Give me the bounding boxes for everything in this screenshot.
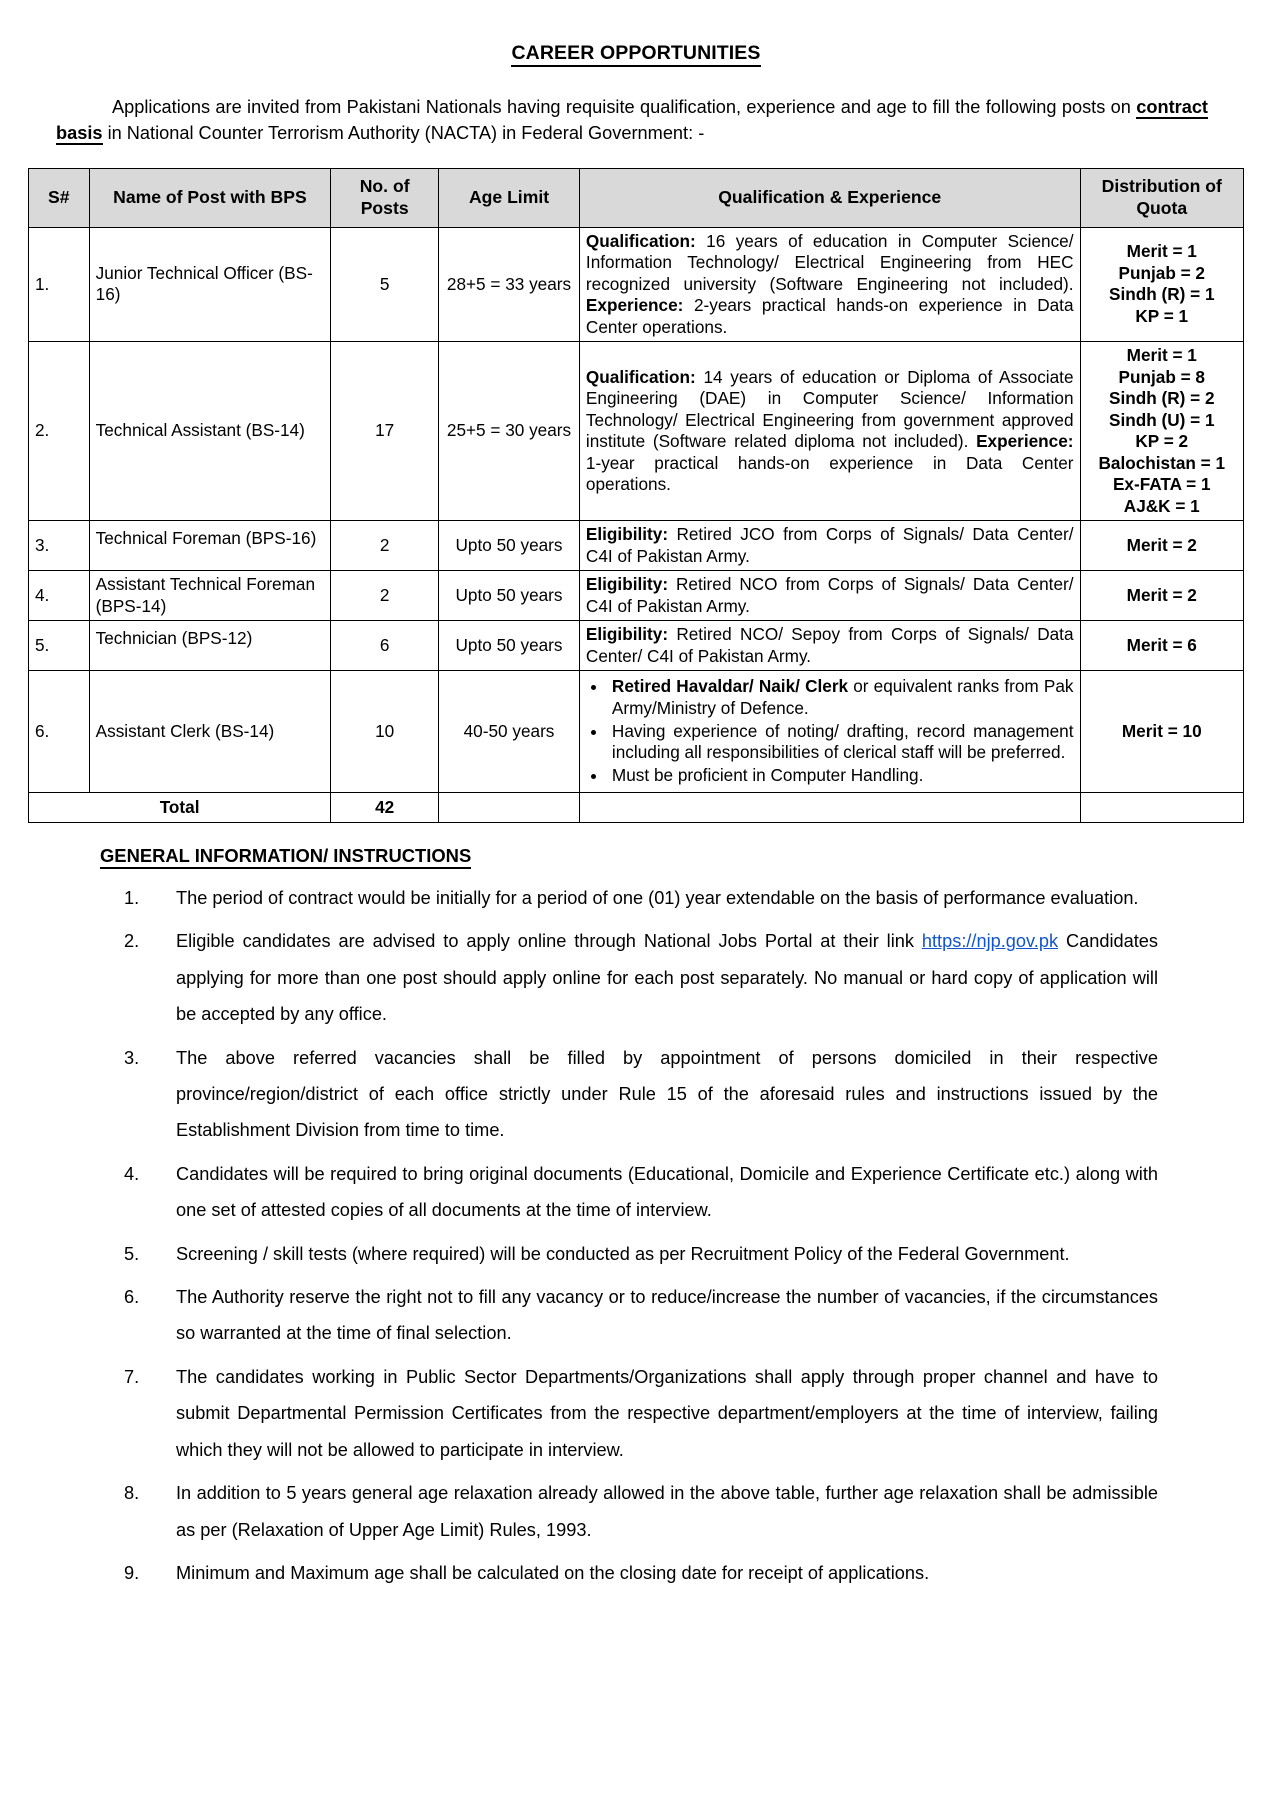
item-text-after: Candidates applying for more than one post should apply online for each post separately. No manual or hard copy of application will be accepted by any office. xyxy=(176,931,1158,1025)
cell-qualification xyxy=(579,227,1080,342)
cell-age: Upto 50 years xyxy=(439,521,580,571)
total-age-empty xyxy=(439,792,580,823)
cell-quota: Merit = 2 xyxy=(1080,571,1243,621)
item-text: Minimum and Maximum age shall be calculated on the closing date for receipt of applications. xyxy=(176,1562,930,1583)
item-text: The above referred vacancies shall be filled by appointment of persons domiciled in their respective province/region/district of each office strictly under Rule 15 of the aforesaid rules and instructions issued by the Establishment Division from time to time. xyxy=(176,1047,1158,1141)
item-number: 4. xyxy=(124,1163,140,1184)
intro-text-before: Applications are invited from Pakistani Nationals having requisite qualification, experience and age to fill the following posts on xyxy=(112,97,1137,117)
cell-name: Assistant Technical Foreman (BPS-14) xyxy=(89,571,331,621)
column-header-posts: No. of Posts xyxy=(331,168,439,227)
qual-label-qualification: Qualification: xyxy=(585,366,696,387)
qual-label-eligibility: Eligibility: xyxy=(585,624,669,645)
cell-qualification xyxy=(579,342,1080,521)
total-posts: 42 xyxy=(331,792,439,823)
item-number: 9. xyxy=(124,1562,140,1583)
cell-name: Assistant Clerk (BS-14) xyxy=(89,671,331,792)
cell-sn: 4. xyxy=(29,571,90,621)
qual-label-experience: Experience: xyxy=(976,431,1074,452)
cell-quota: Merit = 10 xyxy=(1080,671,1243,792)
total-quota-empty xyxy=(1080,792,1243,823)
cell-name: Junior Technical Officer (BS-16) xyxy=(89,227,331,342)
table-header-row xyxy=(29,168,1244,227)
item-text: The Authority reserve the right not to fill any vacancy or to reduce/increase the number of vacancies, if the circumstances so warranted at the time of final selection. xyxy=(176,1287,1158,1344)
qual-text-qualification: 14 years of education or Diploma of Associate Engineering (DAE) in Computer Science/ Information Technology/ Electrical Engineering from government approved institute (Software related diploma not included). xyxy=(585,366,1074,452)
posts-table-head xyxy=(29,168,1244,227)
page-title xyxy=(28,42,1244,65)
cell-posts: 6 xyxy=(331,621,439,671)
column-header-age: Age Limit xyxy=(439,168,580,227)
intro-text-after: in National Counter Terrorism Authority (NACTA) in Federal Government: - xyxy=(102,122,705,143)
cell-sn: 2. xyxy=(29,342,90,521)
qual-label-qualification: Qualification: xyxy=(585,230,696,251)
cell-name: Technical Assistant (BS-14) xyxy=(89,342,331,521)
intro-contract-basis: contract basis xyxy=(56,97,1208,143)
intro-paragraph xyxy=(56,95,1208,147)
cell-age: 40-50 years xyxy=(439,671,580,792)
list-item xyxy=(124,1040,1158,1149)
table-row xyxy=(29,671,1244,792)
list-item xyxy=(608,676,1074,719)
cell-qualification xyxy=(579,671,1080,792)
cell-age: Upto 50 years xyxy=(439,571,580,621)
cell-sn: 3. xyxy=(29,521,90,571)
table-row xyxy=(29,571,1244,621)
item-text: In addition to 5 years general age relaxation already allowed in the above table, further age relaxation shall be admissible as per (Relaxation of Upper Age Limit) Rules, 1993. xyxy=(176,1483,1158,1540)
cell-sn: 6. xyxy=(29,671,90,792)
cell-quota: Merit = 1 Punjab = 2 Sindh (R) = 1 KP = 1 xyxy=(1080,227,1243,342)
cell-sn: 1. xyxy=(29,227,90,342)
list-item: • Having experience of noting/ drafting, record management including all responsibilities of clerical staff will be preferred. xyxy=(608,721,1074,764)
cell-quota: Merit = 1 Punjab = 8 Sindh (R) = 2 Sindh (U) = 1 KP = 2 Balochistan = 1 Ex-FATA = 1 AJ&K = 1 xyxy=(1080,342,1243,521)
cell-age: 25+5 = 30 years xyxy=(439,342,580,521)
cell-posts: 5 xyxy=(331,227,439,342)
table-row xyxy=(29,621,1244,671)
qual-text-qualification: 16 years of education in Computer Science/ Information Technology/ Electrical Engineering from HEC recognized university (Software Engineering not included). xyxy=(585,230,1074,294)
qual-text-eligibility: Retired NCO/ Sepoy from Corps of Signals/ Data Center/ C4I of Pakistan Army. xyxy=(585,624,1074,666)
column-header-quota: Distribution of Quota xyxy=(1080,168,1243,227)
column-header-sn: S# xyxy=(29,168,90,227)
njp-portal-link[interactable]: https://njp.gov.pk xyxy=(921,931,1059,952)
column-header-name: Name of Post with BPS xyxy=(89,168,331,227)
qual-label-eligibility: Eligibility: xyxy=(585,574,669,595)
list-item xyxy=(124,1156,1158,1229)
list-item xyxy=(124,880,1158,916)
qual-label-experience: Experience: xyxy=(585,295,684,316)
item-number: 5. xyxy=(124,1243,140,1264)
cell-name: Technical Foreman (BPS-16) xyxy=(89,521,331,571)
qual-label-eligibility: Eligibility: xyxy=(585,524,669,545)
item-text: The period of contract would be initially for a period of one (01) year extendable on the basis of performance evaluation. xyxy=(176,888,1139,909)
qualification-bullet-list xyxy=(586,676,1074,786)
item-number: 1. xyxy=(124,888,140,909)
item-number: 6. xyxy=(124,1287,140,1308)
general-information-heading xyxy=(100,845,1244,867)
cell-posts: 2 xyxy=(331,571,439,621)
list-item xyxy=(124,1236,1158,1272)
cell-qualification xyxy=(579,621,1080,671)
item-number: 3. xyxy=(124,1047,140,1068)
table-total-row xyxy=(29,792,1244,823)
item-number: 7. xyxy=(124,1366,140,1387)
table-row xyxy=(29,342,1244,521)
total-qualification-empty xyxy=(579,792,1080,823)
bullet-rest-text: or equivalent ranks from Pak Army/Ministry of Defence. xyxy=(611,676,1074,718)
cell-qualification xyxy=(579,521,1080,571)
qual-text-experience: 2-years practical hands-on experience in Data Center operations. xyxy=(585,295,1074,337)
cell-qualification xyxy=(579,571,1080,621)
qual-text-eligibility: Retired NCO from Corps of Signals/ Data Center/ C4I of Pakistan Army. xyxy=(585,574,1074,616)
cell-quota: Merit = 2 xyxy=(1080,521,1243,571)
instructions-list xyxy=(124,880,1158,1591)
cell-posts: 2 xyxy=(331,521,439,571)
item-text: The candidates working in Public Sector Departments/Organizations shall apply through proper channel and have to submit Departmental Permission Certificates from the respective department/employers at the time of interview, failing which they will not be allowed to participate in interview. xyxy=(176,1366,1158,1460)
general-information-heading-text: GENERAL INFORMATION/ INSTRUCTIONS xyxy=(100,845,471,869)
cell-age: 28+5 = 33 years xyxy=(439,227,580,342)
qual-text-eligibility: Retired JCO from Corps of Signals/ Data Center/ C4I of Pakistan Army. xyxy=(585,524,1074,566)
qual-text-experience: 1-year practical hands-on experience in Data Center operations. xyxy=(585,452,1074,495)
cell-sn: 5. xyxy=(29,621,90,671)
cell-name: Technician (BPS-12) xyxy=(89,621,331,671)
list-item xyxy=(124,1359,1158,1468)
page-title-text: CAREER OPPORTUNITIES xyxy=(511,42,760,67)
column-header-qualification: Qualification & Experience xyxy=(579,168,1080,227)
bullet-bold-text: Retired Havaldar/ Naik/ Clerk xyxy=(611,676,849,697)
posts-table-body xyxy=(29,227,1244,822)
item-number: 8. xyxy=(124,1483,140,1504)
item-text: Screening / skill tests (where required) will be conducted as per Recruitment Policy of the Federal Government. xyxy=(176,1243,1070,1264)
item-number: 2. xyxy=(124,931,140,952)
cell-age: Upto 50 years xyxy=(439,621,580,671)
list-item xyxy=(124,923,1158,1032)
table-row xyxy=(29,521,1244,571)
cell-posts: 17 xyxy=(331,342,439,521)
list-item: • Must be proficient in Computer Handling. xyxy=(608,765,1074,787)
list-item xyxy=(124,1555,1158,1591)
posts-table xyxy=(28,168,1244,823)
total-label: Total xyxy=(29,792,331,823)
cell-quota: Merit = 6 xyxy=(1080,621,1243,671)
list-item xyxy=(124,1279,1158,1352)
item-text: Candidates will be required to bring original documents (Educational, Domicile and Experience Certificate etc.) along with one set of attested copies of all documents at the time of interview. xyxy=(176,1163,1158,1221)
item-text-before: Eligible candidates are advised to apply online through National Jobs Portal at their link xyxy=(176,931,922,952)
list-item xyxy=(124,1475,1158,1548)
cell-posts: 10 xyxy=(331,671,439,792)
table-row xyxy=(29,227,1244,342)
